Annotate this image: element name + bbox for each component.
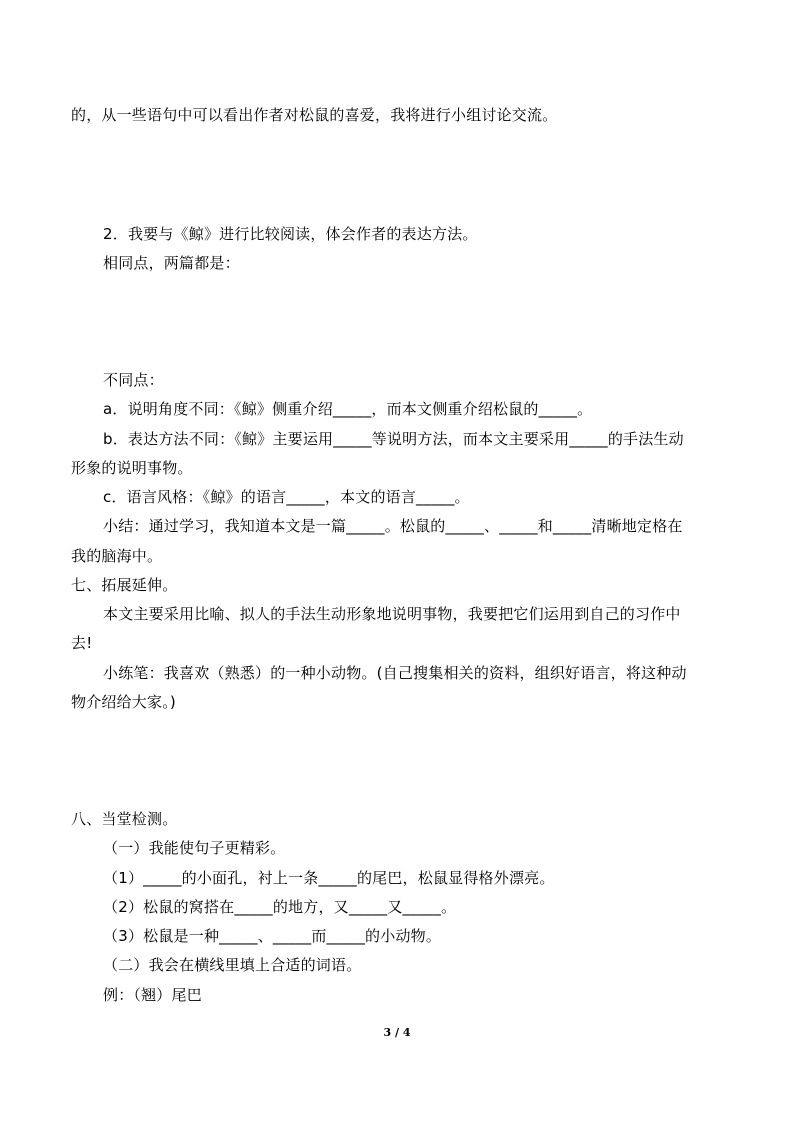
text-line: 本文主要采用比喻、拟人的手法生动形象地说明事物，我要把它们运用到自己的习作中: [103, 605, 681, 623]
text-line: 相同点，两篇都是：: [103, 254, 240, 272]
text-line: 物介绍给大家。): [71, 693, 176, 711]
text-line: 去!: [71, 634, 93, 652]
text-line: （3）松鼠是一种_____、_____而_____的小动物。: [103, 927, 442, 945]
text-line: （1）_____的小面孔，衬上一条_____的尾巴，松鼠显得格外漂亮。: [103, 869, 555, 887]
text-line: （二）我会在横线里填上合适的词语。: [103, 956, 362, 974]
text-line: 小结：通过学习，我知道本文是一篇_____。松鼠的_____、_____和_____清晰地定格在: [103, 517, 683, 535]
text-line: 不同点：: [103, 371, 164, 389]
text-line: （2）松鼠的窝搭在_____的地方，又_____又_____。: [103, 898, 457, 916]
text-line: 例：（翘）尾巴: [103, 986, 202, 1004]
text-line: 的，从一些语句中可以看出作者对松鼠的喜爱，我将进行小组讨论交流。: [71, 106, 558, 124]
section-heading: 八、当堂检测。: [71, 810, 178, 828]
text-line: c．语言风格：《鲸》的语言_____，本文的语言_____。: [103, 488, 470, 506]
text-line: 小练笔：我喜欢（熟悉）的一种小动物。(自己搜集相关的资料，组织好语言，将这种动: [103, 664, 687, 682]
section-heading: 七、拓展延伸。: [71, 576, 178, 594]
text-line: b．表达方法不同：《鲸》主要运用_____等说明方法，而本文主要采用_____的手法生动: [103, 430, 684, 448]
question-2: 2．我要与《鲸》进行比较阅读，体会作者的表达方法。: [103, 225, 478, 243]
text-line: （一）我能使句子更精彩。: [103, 839, 286, 857]
text-line: a．说明角度不同：《鲸》侧重介绍_____，而本文侧重介绍松鼠的_____。: [103, 400, 593, 418]
text-line: 形象的说明事物。: [71, 459, 193, 477]
text-line: 我的脑海中。: [71, 547, 163, 565]
page-number: 3 / 4: [383, 1026, 411, 1039]
